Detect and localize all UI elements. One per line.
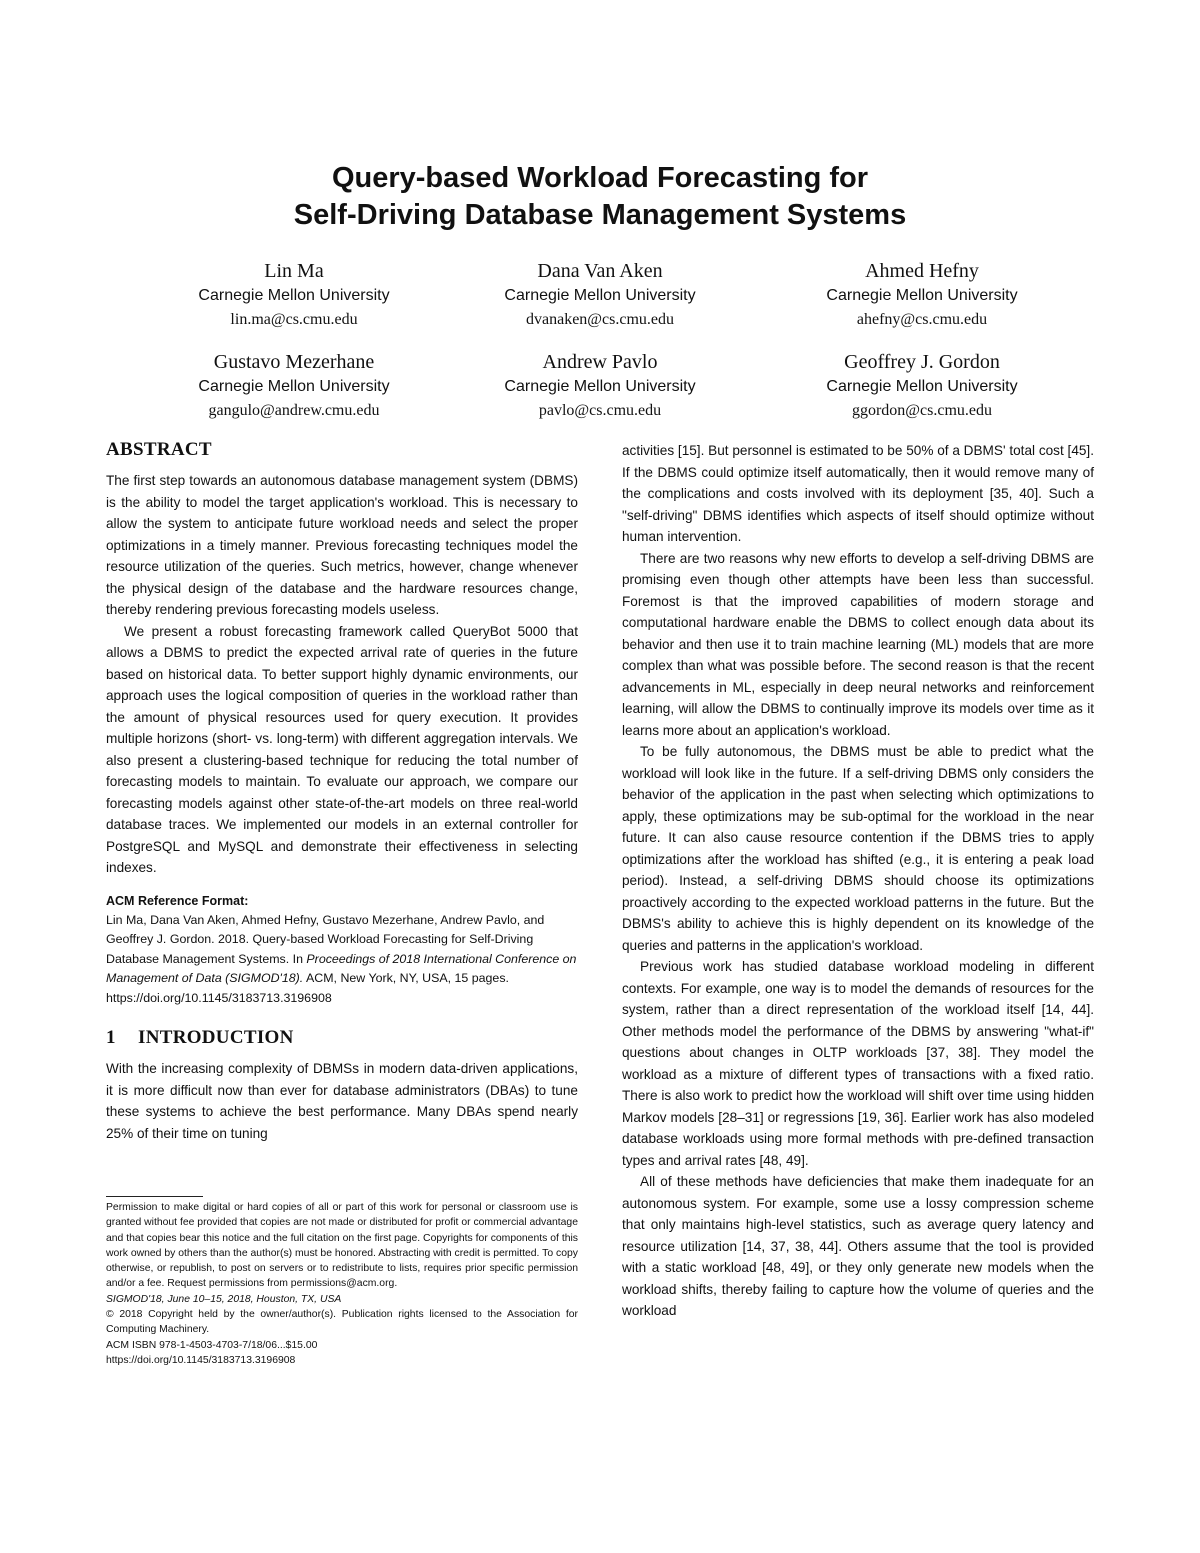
author-block: [430, 349, 770, 423]
intro-paragraph: With the increasing complexity of DBMSs in modern data-driven applications, it is more difficult now than ever for database administrators (DBAs) to tune these systems to achieve the best performance. Many DBAs spend nearly 25% of their time on tuning: [106, 1061, 578, 1141]
body-paragraph: To be fully autonomous, the DBMS must be able to predict what the workload will look like in the future. If a self-driving DBMS only considers the behavior of the application in the past when selecting which optimizations to apply, these optimizations may be sub-optimal for the workload in the near future. It can also cause resource contention if the DBMS tries to apply optimizations after the workload has shifted (e.g., it is entering a peak load period). Instead, a self-driving DBMS should choose its optimizations proactively according to the expected workload patterns in the future. But the DBMS's ability to achieve this is highly dependent on its knowledge of the queries and patterns in the application's workload.: [622, 744, 1094, 953]
copyright-text: © 2018 Copyright held by the owner/author(s). Publication rights licensed to the Association for Computing Machinery.: [106, 1309, 578, 1336]
right-column: [622, 440, 1094, 1322]
author-affiliation: Carnegie Mellon University: [826, 378, 1018, 395]
abstract-paragraph: The first step towards an autonomous database management system (DBMS) is the ability to model the target application's workload. This is necessary to allow the system to anticipate future workload needs and select the proper optimizations in a timely manner. Previous forecasting techniques model the resource utilization of the queries. Such metrics, however, change whenever the physical design of the database and the hardware resources change, thereby rendering previous forecasting models useless.: [106, 473, 578, 617]
body-paragraph: Previous work has studied database workload modeling in different contexts. For example, one way is to model the demands of resources for the system, rather than a direct representation of the workload itself [14, 44]. Other methods model the performance of the DBMS by answering "what-if" questions about changes in OLTP workloads [37, 38]. They model the workload as a mixture of different types of transactions with a fixed ratio. There is also work to predict how the workload will shift over time using hidden Markov models [28–31] or regressions [19, 36]. Earlier work has also modeled database workloads using more formal methods with pre-defined transaction types and arrival rates [48, 49].: [622, 959, 1094, 1168]
author-email[interactable]: ahefny@cs.cmu.edu: [856, 311, 988, 328]
author-affiliation: Carnegie Mellon University: [198, 287, 390, 304]
acm-reference-venue: Proceedings of 2018 International Conference on Management of Data (SIGMOD'18).: [106, 951, 577, 986]
body-paragraph: activities [15]. But personnel is estimated to be 50% of a DBMS' total cost [45]. If the DBMS could optimize itself automatically, then it would remove many of the complications and costs involved with its deployment [35, 40]. Such a "self-driving" DBMS identifies which aspects of itself should optimize without human intervention.: [622, 443, 1094, 544]
author-email[interactable]: pavlo@cs.cmu.edu: [538, 402, 662, 419]
author-email[interactable]: lin.ma@cs.cmu.edu: [230, 311, 358, 328]
author-affiliation: Carnegie Mellon University: [504, 287, 696, 304]
author-name: Lin Ma: [264, 260, 324, 282]
permission-text: Permission to make digital or hard copies of all or part of this work for personal or classroom use is granted without fee provided that copies are not made or distributed for profit or commercial advantage and that copies bear this notice and the full citation on the first page. Copyrights for components of this work owned by others than the author(s) must be honored. Abstracting with credit is permitted. To copy otherwise, or republish, to post on servers or to redistribute to lists, requires prior specific permission and/or a fee. Request permissions from permissions@acm.org.: [106, 1202, 578, 1290]
isbn-text: ACM ISBN 978-1-4503-4703-7/18/06...$15.00: [106, 1339, 318, 1351]
author-name: Geoffrey J. Gordon: [844, 351, 1000, 373]
author-name: Ahmed Hefny: [865, 260, 979, 282]
footnote-rule: [106, 1196, 203, 1197]
author-name: Dana Van Aken: [537, 260, 663, 282]
author-affiliation: Carnegie Mellon University: [826, 287, 1018, 304]
section-title: INTRODUCTION: [138, 1027, 294, 1049]
section-number: 1: [106, 1027, 116, 1049]
author-name: Gustavo Mezerhane: [213, 351, 375, 373]
paper-title: [0, 160, 1200, 234]
body-paragraph: All of these methods have deficiencies that make them inadequate for an autonomous system. For example, some use a lossy compression scheme that only maintains high-level statistics, such as average query latency and resource utilization [14, 37, 38, 44]. Others assume that the tool is provided with a static workload [48, 49], or they only generate new models when the workload shifts, thereby failing to capture how the volume of queries and the workload: [622, 1174, 1094, 1318]
title-line-2: Self-Driving Database Management Systems: [293, 199, 907, 231]
author-email[interactable]: gangulo@andrew.cmu.edu: [208, 402, 380, 419]
conference-info: SIGMOD'18, June 10–15, 2018, Houston, TX, USA: [106, 1293, 342, 1305]
abstract-heading: ABSTRACT: [106, 439, 212, 460]
title-line-1: Query-based Workload Forecasting for: [331, 162, 869, 194]
author-block: [124, 349, 464, 423]
author-block: [124, 258, 464, 332]
author-block: [752, 349, 1092, 423]
acm-reference-part: Lin Ma, Dana Van Aken, Ahmed Hefny, Gustavo Mezerhane, Andrew Pavlo, and Geoffrey J. Gordon. 2018. Query-based Workload Forecasting for Self-Driving Database Management Systems. In: [106, 912, 545, 966]
left-column: [106, 438, 578, 1144]
acm-reference-part[interactable]: ACM, New York, NY, USA, 15 pages. https://doi.org/10.1145/3183713.3196908: [106, 971, 509, 1005]
permission-footnote: [106, 1200, 578, 1368]
acm-reference-text: [106, 911, 578, 1009]
author-affiliation: Carnegie Mellon University: [504, 378, 696, 395]
section-heading: [106, 1026, 578, 1050]
author-block: [430, 258, 770, 332]
acm-reference-heading: ACM Reference Format:: [106, 893, 249, 908]
author-affiliation: Carnegie Mellon University: [198, 378, 390, 395]
author-email[interactable]: dvanaken@cs.cmu.edu: [525, 311, 674, 328]
author-name: Andrew Pavlo: [542, 351, 658, 373]
author-email[interactable]: ggordon@cs.cmu.edu: [851, 402, 993, 419]
doi-link[interactable]: https://doi.org/10.1145/3183713.3196908: [106, 1354, 296, 1366]
abstract-paragraph: We present a robust forecasting framework called QueryBot 5000 that allows a DBMS to predict the expected arrival rate of queries in the future based on historical data. To better support highly dynamic environments, our approach uses the logical composition of queries in the workload rather than the amount of physical resources used for query execution. It provides multiple horizons (short- vs. long-term) with different aggregation intervals. We also present a clustering-based technique for reducing the total number of forecasting models to maintain. To evaluate our approach, we compare our forecasting models against other state-of-the-art models on three real-world database traces. We implemented our models in an external controller for PostgreSQL and MySQL and demonstrate their effectiveness in selecting indexes.: [106, 623, 578, 875]
body-paragraph: There are two reasons why new efforts to develop a self-driving DBMS are promising even though other attempts have been less than successful. Foremost is that the improved capabilities of modern storage and computational hardware enable the DBMS to collect enough data about its behavior and then use it to train machine learning (ML) models that are more complex than what was possible before. The second reason is that the recent advancements in ML, especially in deep neural networks and reinforcement learning, will allow the DBMS to continually improve its models over time as it learns more about an application's workload.: [622, 550, 1094, 738]
author-block: [752, 258, 1092, 332]
